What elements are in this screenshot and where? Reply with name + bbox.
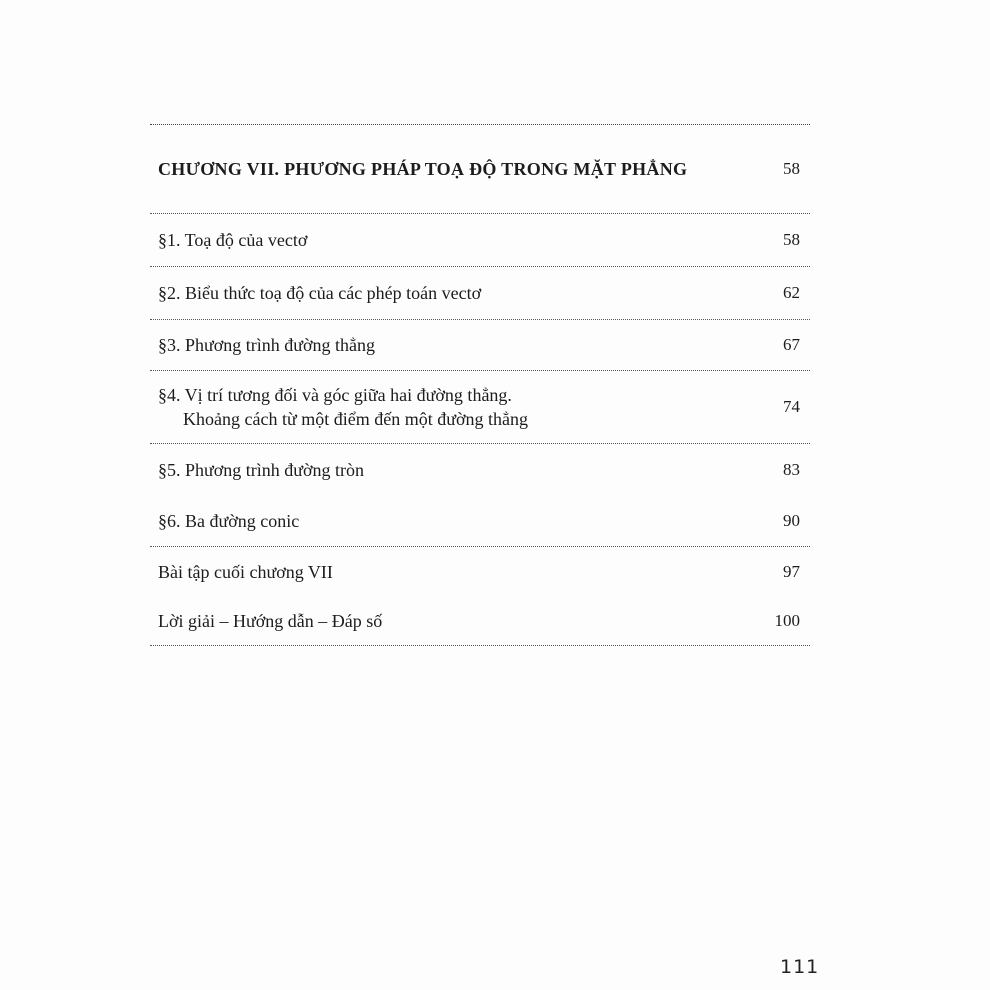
chapter-title: CHƯƠNG VII. PHƯƠNG PHÁP TOẠ ĐỘ TRONG MẶT PHẲNG (158, 159, 688, 179)
toc-entry-4 (150, 371, 810, 443)
entry-page-number: 67 (783, 335, 800, 354)
entry-title: §3. Phương trình đường thẳng (158, 335, 376, 355)
entry-page-number: 90 (783, 511, 800, 530)
entry-page-number: 83 (783, 460, 800, 479)
toc-chapter-row (150, 125, 810, 213)
entry-title (150, 383, 528, 431)
entry-title-line-1: §4. Vị trí tương đối và góc giữa hai đường thẳng. (158, 385, 512, 405)
toc-entry-8 (150, 597, 810, 645)
entry-page-number: 58 (783, 230, 800, 249)
entry-title: §6. Ba đường conic (158, 511, 300, 531)
toc-entry-7 (150, 547, 810, 597)
toc-entry-3 (150, 320, 810, 370)
table-of-contents (150, 124, 810, 646)
entry-page-number: 74 (783, 397, 800, 416)
entry-page-number: 62 (783, 283, 800, 302)
divider (150, 645, 810, 646)
toc-entry-1 (150, 214, 810, 266)
toc-entry-2 (150, 267, 810, 319)
entry-title: §5. Phương trình đường tròn (158, 460, 365, 480)
entry-title: Lời giải – Hướng dẫn – Đáp số (158, 611, 383, 631)
page-number: 111 (780, 956, 820, 978)
chapter-page-number: 58 (783, 159, 800, 178)
entry-title-line-2: Khoảng cách từ một điểm đến một đường thẳng (183, 409, 528, 429)
entry-page-number: 100 (774, 611, 800, 630)
entry-page-number: 97 (783, 562, 800, 581)
toc-entry-5 (150, 444, 810, 496)
toc-entry-6 (150, 496, 810, 546)
entry-title: Bài tập cuối chương VII (158, 562, 333, 582)
entry-title: §1. Toạ độ của vectơ (158, 230, 308, 250)
entry-title: §2. Biểu thức toạ độ của các phép toán vectơ (158, 283, 482, 303)
